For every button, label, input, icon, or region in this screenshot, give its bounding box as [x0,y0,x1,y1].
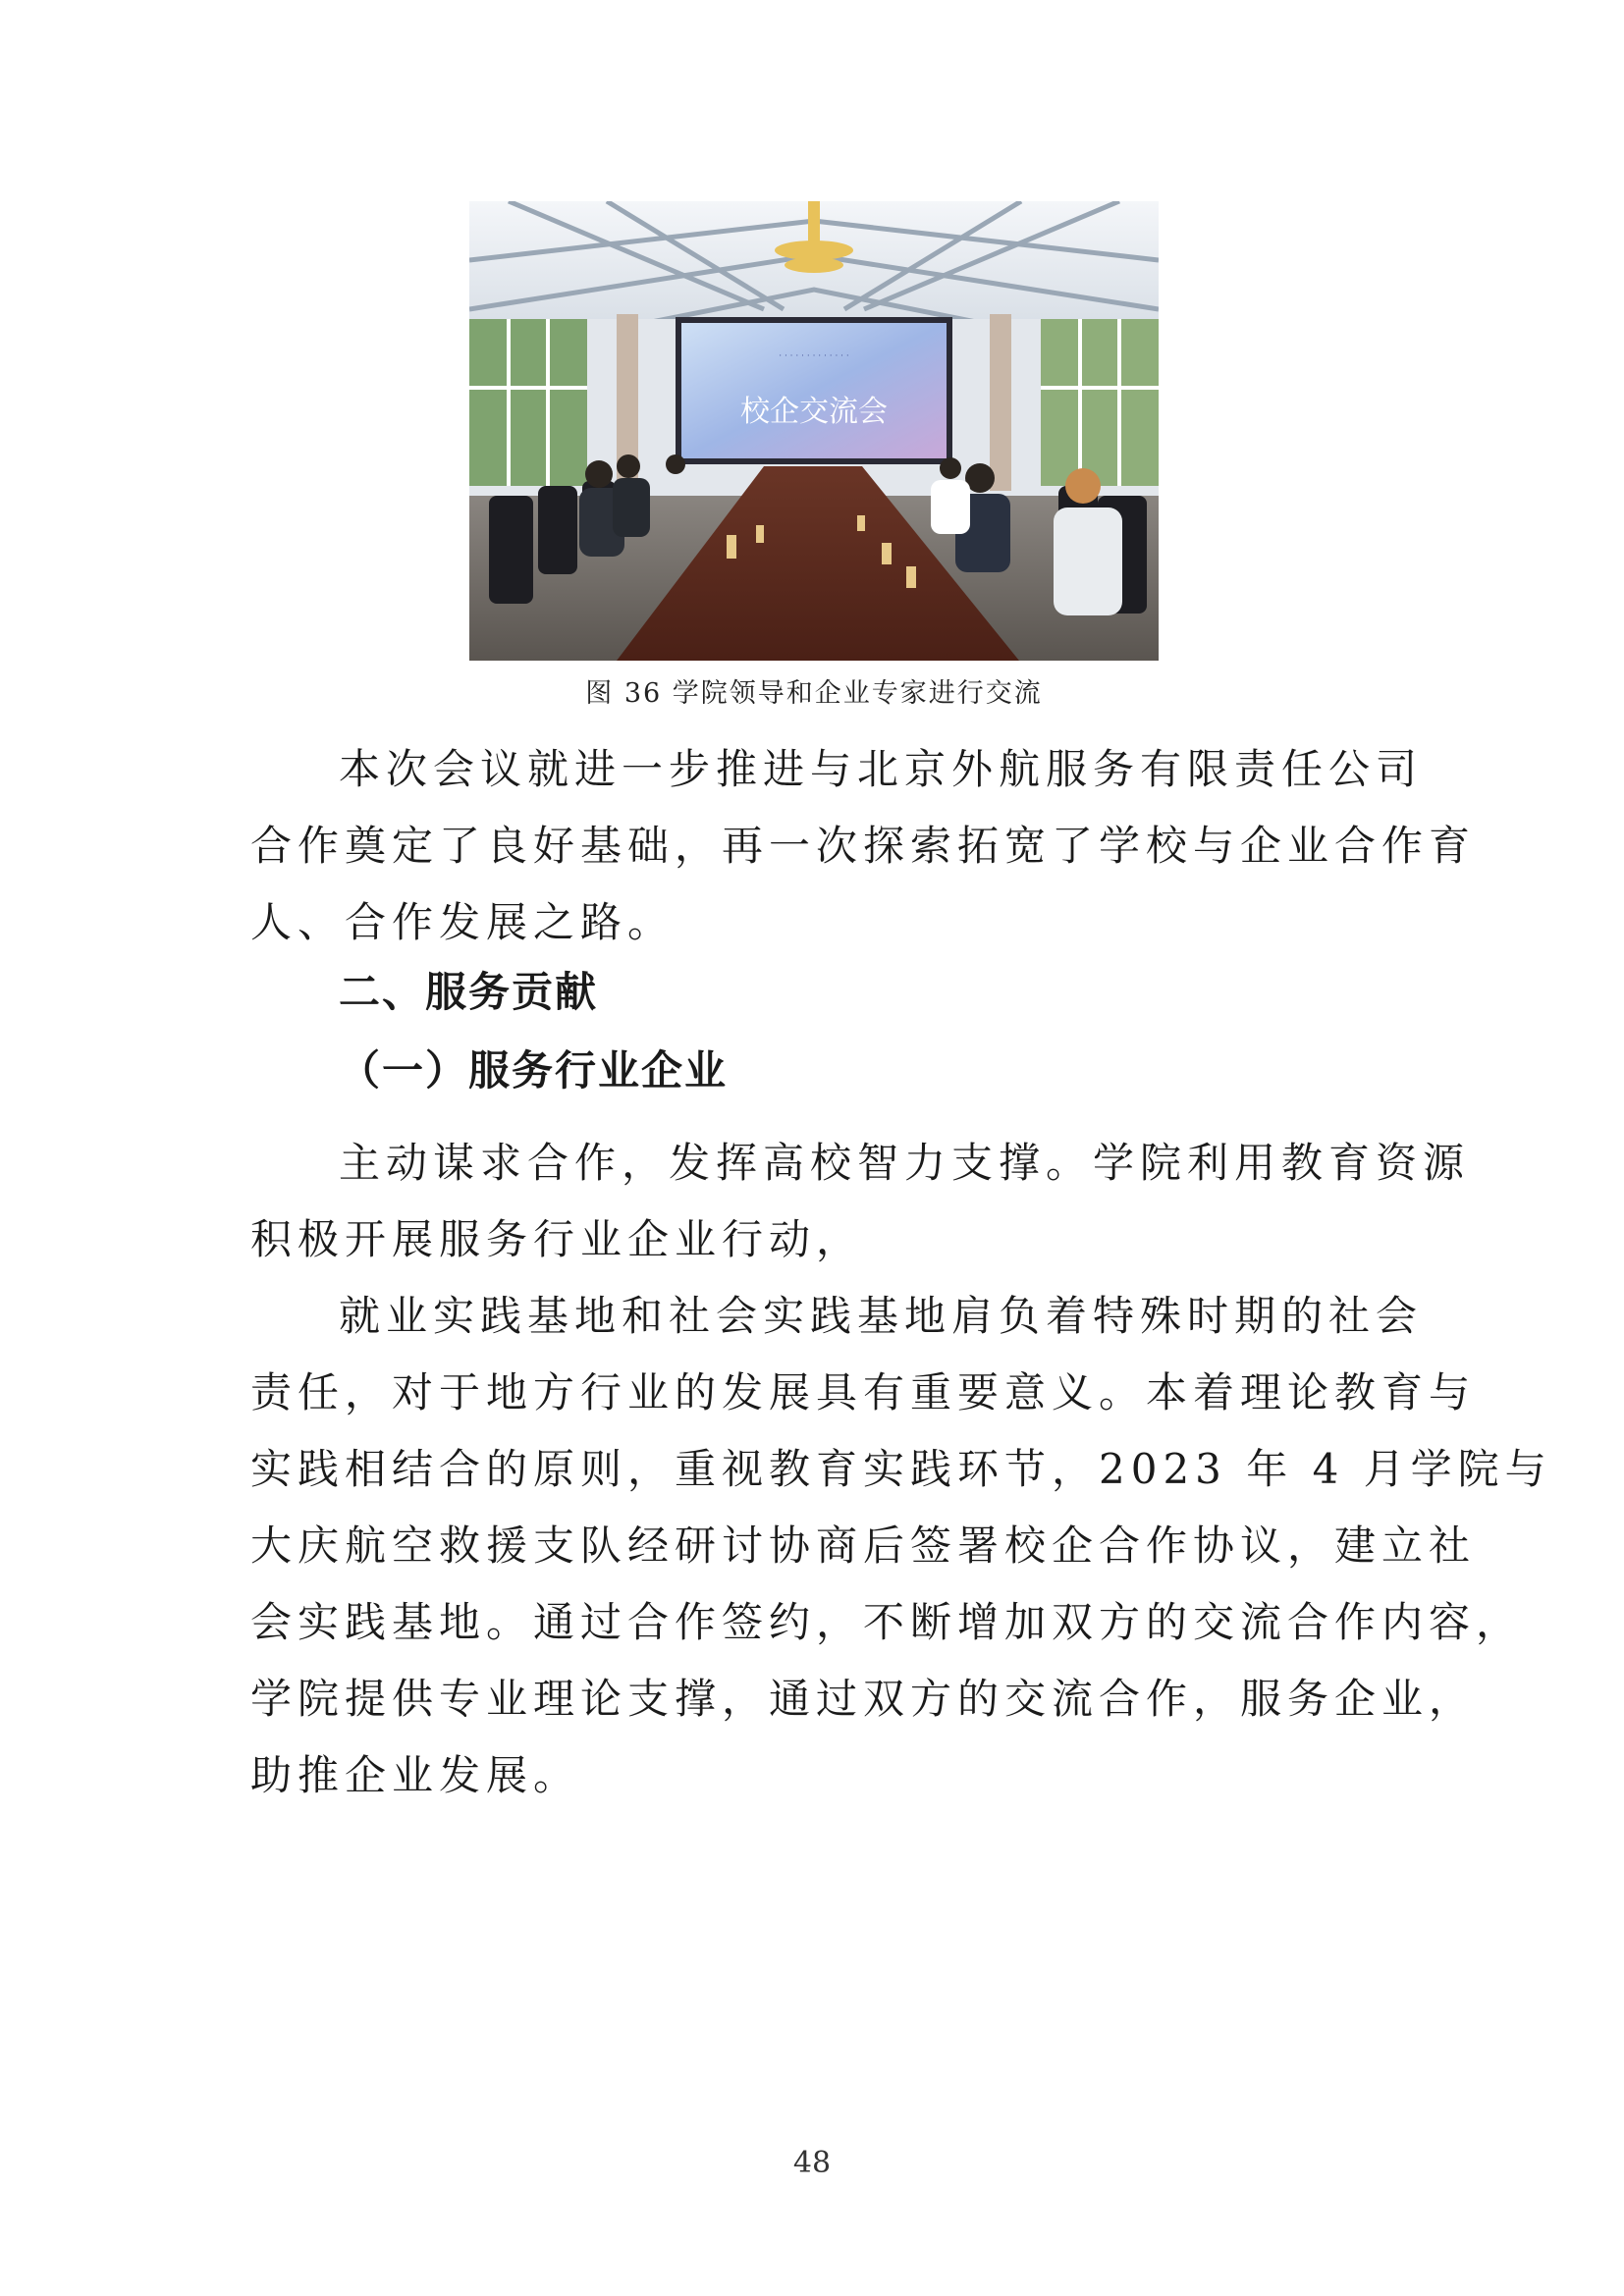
screen-title: 校企交流会 [740,395,888,429]
paragraph-line: 学院提供专业理论支撑，通过双方的交流合作，服务企业， [250,1675,1477,1723]
paragraph-line: 主动谋求合作，发挥高校智力支撑。学院利用教育资源 [339,1139,1471,1187]
paragraph-line: 积极开展服务行业企业行动， [250,1215,864,1263]
paragraph-line: 助推企业发展。 [250,1751,581,1799]
paragraph-line: 就业实践基地和社会实践基地肩负着特殊时期的社会 [339,1292,1424,1340]
paragraph-line: 大庆航空救援支队经研讨协商后签署校企合作协议，建立社 [250,1522,1477,1570]
paragraph-line: 本次会议就进一步推进与北京外航服务有限责任公司 [339,745,1424,793]
svg-text:· · · · · · · · · · · · ·: · · · · · · · · · · · · · [779,351,849,361]
paragraph-line: 责任，对于地方行业的发展具有重要意义。本着理论教育与 [250,1368,1477,1416]
subsection-heading: （一）服务行业企业 [339,1046,729,1095]
page-number: 48 [792,2146,832,2180]
meeting-photo [469,201,1159,661]
paragraph-line: 实践相结合的原则，重视教育实践环节，2023 年 4 月学院与 [250,1445,1552,1493]
section-heading: 二、服务贡献 [339,968,599,1016]
paragraph-line: 合作奠定了良好基础，再一次探索拓宽了学校与企业合作育 [250,822,1477,870]
paragraph-3 [250,1278,1552,1814]
paragraph-2 [250,1125,1471,1278]
paragraph-1 [250,731,1477,961]
figure-caption: 图 36 学院领导和企业专家进行交流 [585,678,1043,709]
paragraph-line: 人、合作发展之路。 [250,898,676,946]
paragraph-line: 会实践基地。通过合作签约，不断增加双方的交流合作内容， [250,1598,1524,1646]
